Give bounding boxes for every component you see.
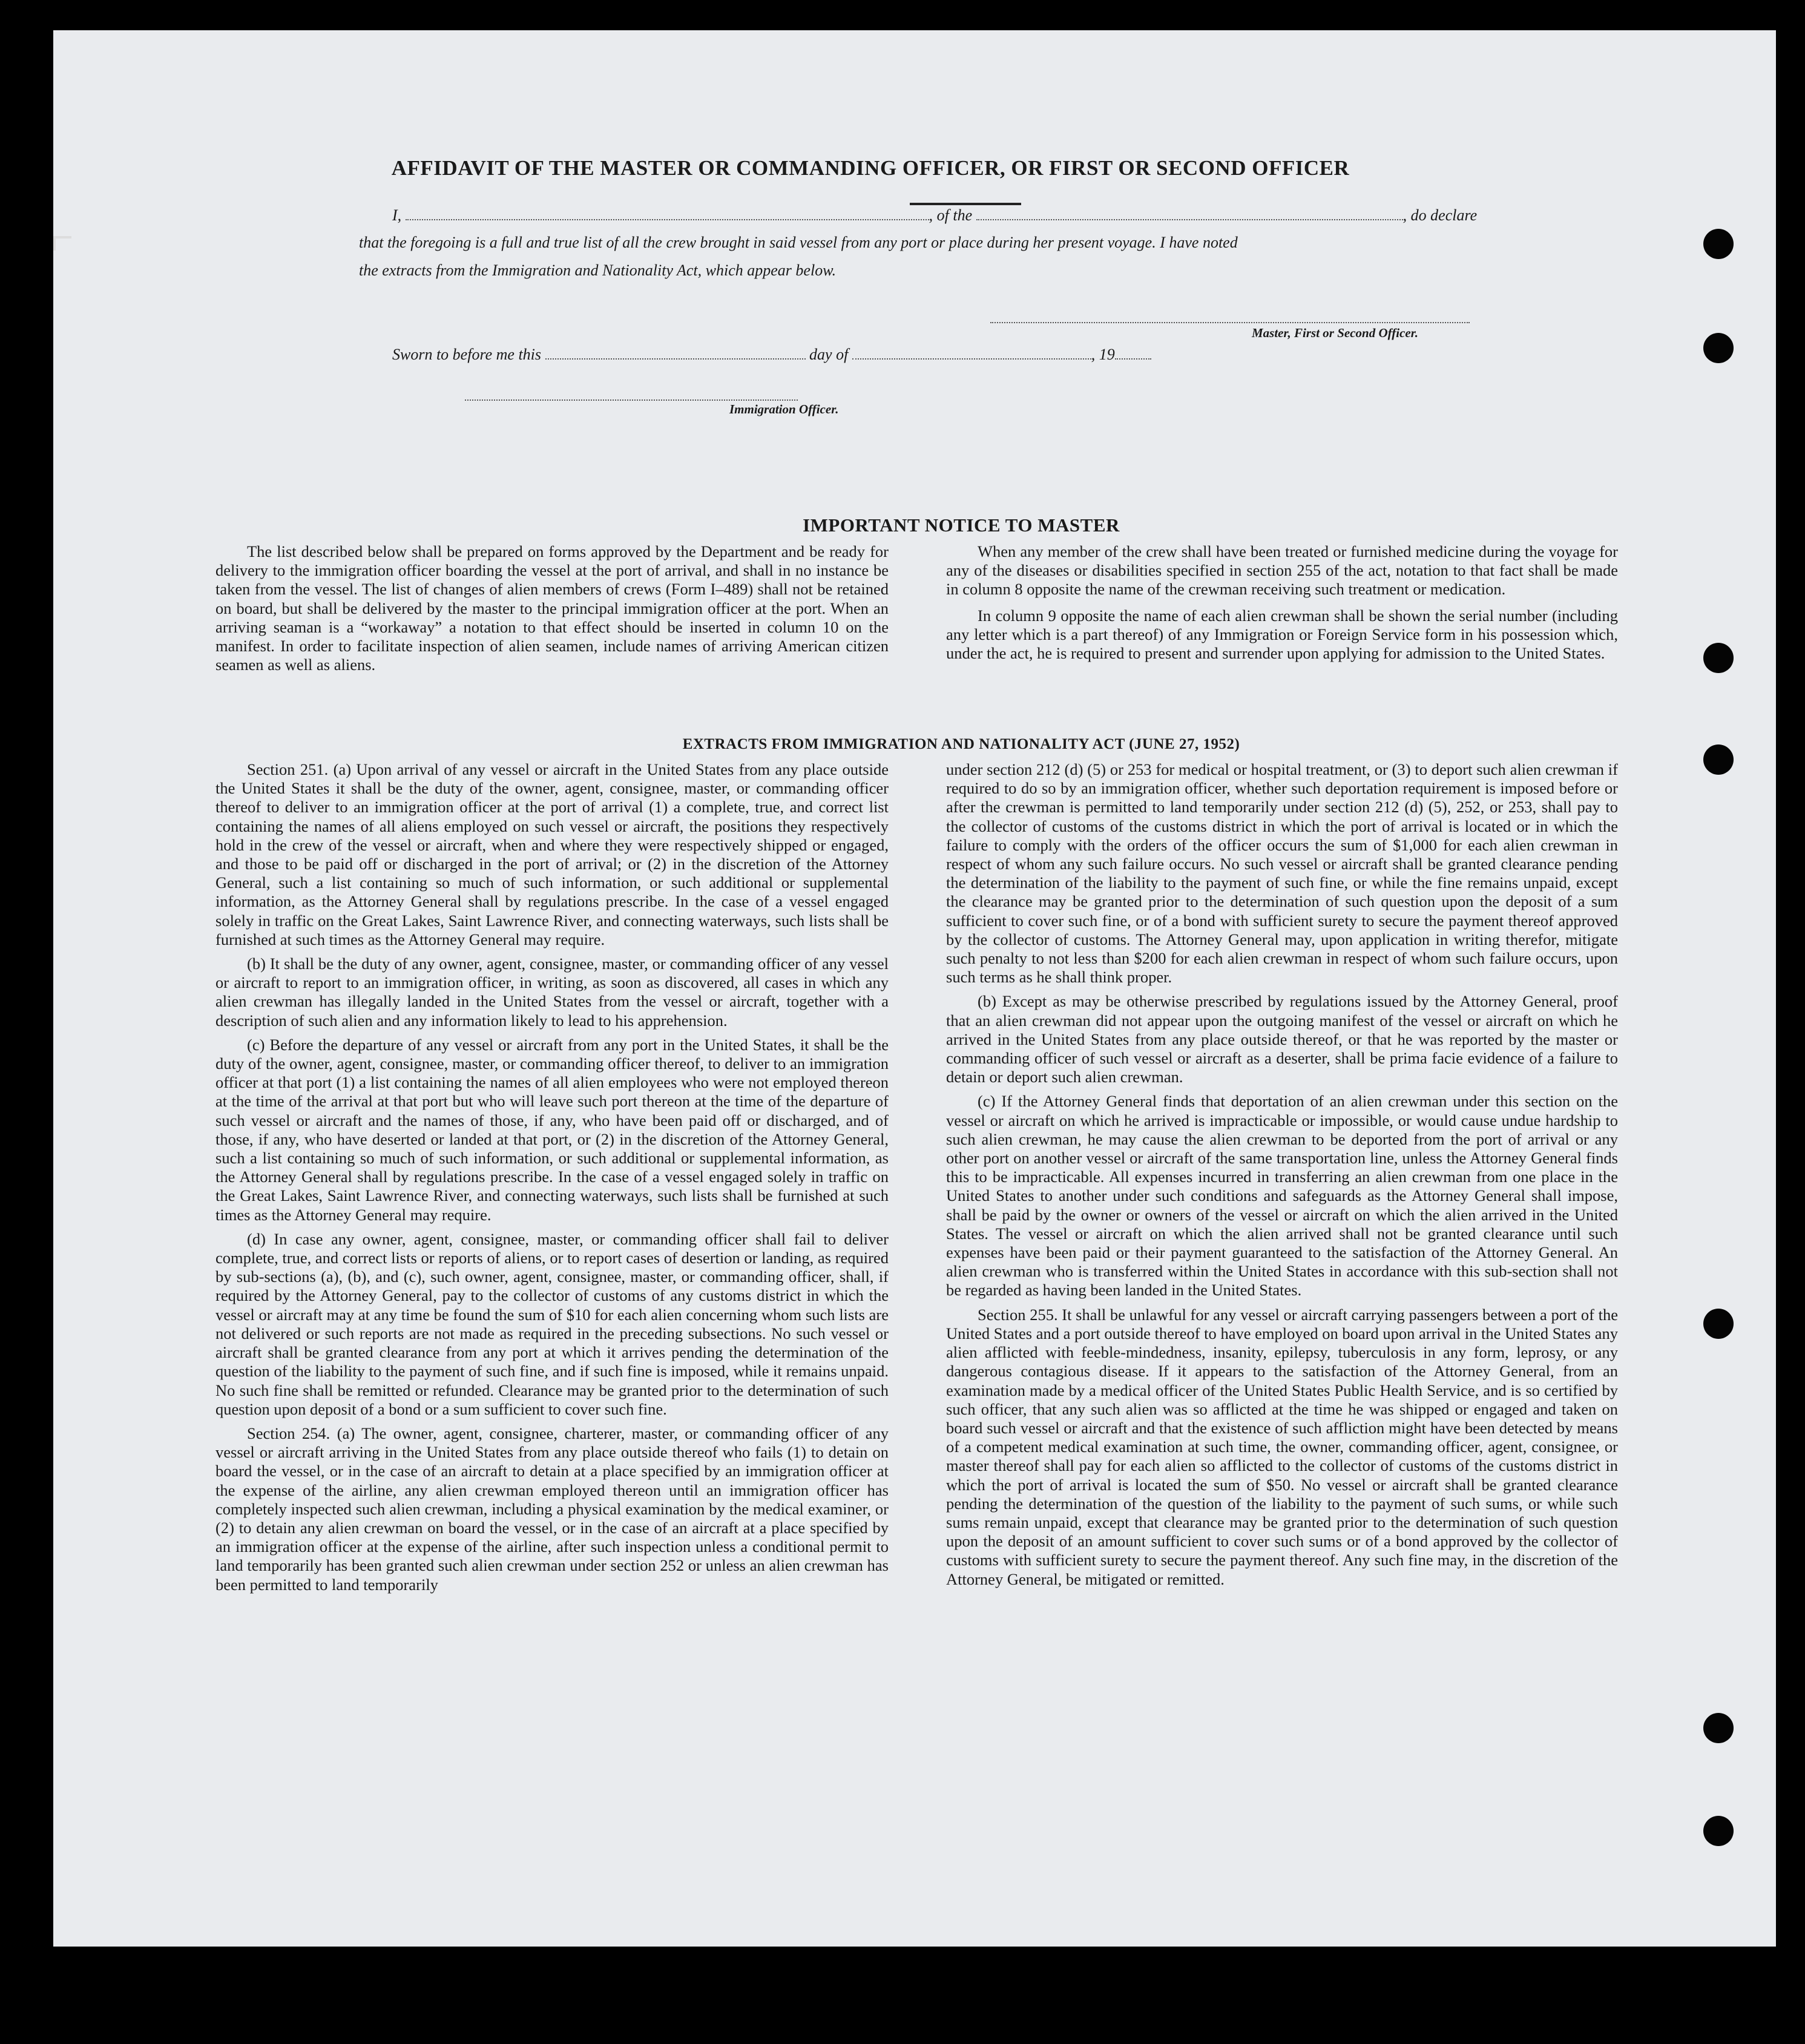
notice-right-paragraph-2: In column 9 opposite the name of each alien crewman shall be shown the serial number (including any letter which is a part thereof) of any Immigration or Foreign Service form in his possession which, under the act, he is required to present and surrender upon applying for admission to the United States. (946, 606, 1618, 663)
label-sworn: Sworn to before me this (392, 346, 542, 363)
punch-hole (1703, 1816, 1734, 1846)
section-251-b: (b) It shall be the duty of any owner, agent, consignee, master, or commanding officer of any vessel or aircraft to report to an immigration officer, in writing, as soon as discovered, all cases in which any alien crewman has illegally landed in the United States from the vessel or aircraft, together with a description of such alien and any information likely to lead to his apprehension. (215, 955, 889, 1030)
notice-left-paragraph: The list described below shall be prepared on forms approved by the Department and be ready for delivery to the immigration officer boarding the vessel at the port of arrival, and shall in no instance be taken from the vessel. The list of changes of alien members of crews (Form I–489) shall not be retained on board, but shall be delivered by the master to the principal immigration officer at the port. When an arriving seaman is a “workaway” a notation to that effect should be inserted in column 10 on the manifest. In order to facilitate inspection of alien seamen, include names of arriving American citizen seamen as well as aliens. (215, 542, 889, 674)
corner-mark (53, 236, 71, 251)
affidavit-declaration-line (392, 206, 1477, 225)
section-251-a: Section 251. (a) Upon arrival of any vessel or aircraft in the United States from any place outside the United States it shall be the duty of the owner, agent, consignee, master, or commanding officer thereof to deliver to an immigration officer at the port of arrival (1) a complete, true, and correct list containing the names of all aliens employed on such vessel or aircraft, the positions they respectively hold in the crew of the vessel or aircraft, when and where they were respectively shipped or engaged, and those to be paid off or discharged in the port of arrival; or (2) in the discretion of the Attorney General, such a list containing so much of such information, or such additional or supplemental information, as the Attorney General shall by regulations prescribe. In the case of a vessel engaged solely in traffic on the Great Lakes, Saint Lawrence River, and connecting waterways, such lists shall be furnished at such times as the Attorney General may require. (215, 760, 889, 948)
notice-right-column (946, 542, 1618, 668)
master-signature-line (990, 322, 1470, 323)
label-of-the: , of the (929, 206, 973, 224)
sworn-day-blank (545, 345, 806, 360)
extracts-title: EXTRACTS FROM IMMIGRATION AND NATIONALITY ACT (JUNE 27, 1952) (682, 736, 1240, 752)
section-254-a: Section 254. (a) The owner, agent, consignee, charterer, master, or commanding officer of any vessel or aircraft arriving in the United States from any place outside thereof who fails (1) to detain on board the vessel, or in the case of an aircraft to detain at a place specified by an immigration officer at the expense of the airline, any alien crewman employed thereon until an immigration officer has completely inspected such alien crewman, including a physical examination by the medical examiner, or (2) to detain any alien crewman on board the vessel, or in the case of an aircraft at a place specified by an immigration officer at the expense of the airline, after such inspection unless a conditional permit to land temporarily has been granted such alien crewman under section 252 or unless an alien crewman has been permitted to land temporarily (215, 1424, 889, 1594)
notice-left-column (215, 542, 889, 680)
notice-title: IMPORTANT NOTICE TO MASTER (803, 514, 1120, 536)
section-254-c: (c) If the Attorney General finds that deportation of an alien crewman under this section on the vessel or aircraft on which he arrived is impracticable or impossible, or would cause undue hardship to such alien crewman, he may cause the alien crewman to be deported from the port of arrival or any other port on another vessel or aircraft of the same transportation line, unless the Attorney General finds this to be impracticable. All expenses incurred in transferring an alien crewman from one place in the United States to another under such conditions and safeguards as the Attorney General shall impose, shall be paid by the owner or owners of the vessel or aircraft on which the alien arrived in the United States. The vessel or aircraft on which the alien arrived shall not be granted clearance until such expenses have been paid or their payment guaranteed to the satisfaction of the Attorney General. An alien crewman who is transferred within the United States in accordance with this sub-section shall not be regarded as having been landed in the United States. (946, 1092, 1618, 1300)
punch-hole (1703, 643, 1734, 673)
label-i: I, (392, 206, 402, 224)
label-day-of: day of (809, 346, 849, 363)
document-page (53, 30, 1776, 1947)
affidavit-line-3: the extracts from the Immigration and Nationality Act, which appear below. (359, 261, 837, 279)
sworn-line (392, 345, 1151, 364)
title-rule (910, 203, 1021, 205)
punch-hole (1703, 229, 1734, 259)
sworn-month-blank (852, 345, 1091, 360)
extracts-right-column (946, 760, 1618, 1594)
notice-right-paragraph-1: When any member of the crew shall have been treated or furnished medicine during the voyage for any of the diseases or disabilities specified in section 255 of the act, notation to that fact shall be made in column 8 opposite the name of the crewman receiving such treatment or medication. (946, 542, 1618, 599)
label-do-declare: , do declare (1402, 206, 1478, 224)
punch-hole (1703, 333, 1734, 363)
section-254-a-continued: under section 212 (d) (5) or 253 for medical or hospital treatment, or (3) to deport such alien crewman if required to do so by an immigration officer, whether such deportation requirement is imposed before or after the crewman is permitted to land temporarily under section 212 (d) (5), 252, or 253, shall pay to the collector of customs of the customs district in which the port of arrival is located or in which the failure to comply with the orders of the officer occurs the sum of $1,000 for each alien crewman in respect of whom any such failure occurs. No such vessel or aircraft shall be granted clearance pending the determination of the liability to the payment of such fine, or while the fine remains unpaid, except the clearance may be granted prior to the determination of such question upon the deposit of a sum sufficient to cover such fine, or of a bond with sufficient surety to secure the payment thereof approved by the collector of customs. The Attorney General may, upon application in writing therefor, mitigate such penalty to not less than $200 for each alien crewman in respect of whom such failure occurs, upon such terms as he shall think proper. (946, 760, 1618, 987)
master-signature-label: Master, First or Second Officer. (1252, 326, 1418, 340)
punch-hole (1703, 1309, 1734, 1339)
immigration-officer-label: Immigration Officer. (729, 402, 839, 416)
vessel-blank (976, 206, 1403, 220)
extracts-left-column (215, 760, 889, 1600)
immigration-officer-signature-line (465, 399, 798, 401)
punch-hole (1703, 1713, 1734, 1743)
section-254-b: (b) Except as may be otherwise prescribed by regulations issued by the Attorney General, proof that an alien crewman did not appear upon the outgoing manifest of the vessel or aircraft on which he arrived in the United States from any place outside thereof, or that he was reported by the master or commanding officer of such vessel or aircraft as a deserter, shall be prima facie evidence of a failure to detain or deport such alien crewman. (946, 992, 1618, 1086)
sworn-year-blank (1115, 345, 1151, 360)
label-19: , 19 (1091, 346, 1115, 363)
section-251-c: (c) Before the departure of any vessel or aircraft from any port in the United States, it shall be the duty of the owner, agent, consignee, master, or commanding officer thereof, to deliver to an immigration officer at that port (1) a list containing the names of all alien employees who were not employed thereon at the time of the arrival at that port but who will leave such port thereon at the time of the departure of such vessel or aircraft and the names of those, if any, who have been paid off or discharged, and of those, if any, who have deserted or landed at that port, or (2) in the discretion of the Attorney General, such a list containing so much of such information, or such additional or supplemental information, as the Attorney General shall by regulations prescribe. In the case of a vessel engaged solely in traffic on the Great Lakes, Saint Lawrence River, and connecting waterways, such lists shall be furnished at such times as the Attorney General may require. (215, 1035, 889, 1224)
name-blank (406, 206, 929, 220)
punch-hole (1703, 744, 1734, 775)
affidavit-line-2: that the foregoing is a full and true list of all the crew brought in said vessel from any port or place during her present voyage. I have noted (359, 234, 1238, 251)
section-255: Section 255. It shall be unlawful for any vessel or aircraft carrying passengers between a port of the United States and a port outside thereof to have employed on board upon arrival in the United States any alien afflicted with feeble-mindedness, insanity, epilepsy, tuberculosis in any form, leprosy, or any dangerous contagious disease. If it appears to the satisfaction of the Attorney General, from an examination made by a medical officer of the United States Public Health Service, and is so certified by such officer, that any such alien was so afflicted at the time he was shipped or engaged and taken on board such vessel or aircraft and that the existence of such affliction might have been detected by means of a competent medical examination at such time, the owner, commanding officer, agent, consignee, or master thereof shall pay for each alien so afflicted to the collector of customs of the customs district in which the port of arrival is located the sum of $50. No vessel or aircraft shall be granted clearance pending the determination of the question of the liability to the payment of such sums, or while such sums remain unpaid, except that clearance may be granted prior to the determination of such question upon the deposit of an amount sufficient to cover such sums or of a bond approved by the collector of customs with sufficient surety to secure the payment thereof. Any such fine may, in the discretion of the Attorney General, be mitigated or remitted. (946, 1305, 1618, 1588)
section-251-d: (d) In case any owner, agent, consignee, master, or commanding officer shall fail to deliver complete, true, and correct lists or reports of aliens, or to report cases of desertion or landing, as required by sub-sections (a), (b), and (c), such owner, agent, consignee, master, or commanding officer, shall, if required by the Attorney General, pay to the collector of customs of any customs district in which the vessel or aircraft may at any time be found the sum of $10 for each alien concerning whom such lists are not delivered or such reports are not made as required in the preceding subsections. No such vessel or aircraft shall be granted clearance from any port at which it arrives pending the determination of the question of the liability to the payment of such fine, and if such fine is imposed, while it remains unpaid. No such fine shall be remitted or refunded. Clearance may be granted prior to the determination of such question upon deposit of a bond or a sum sufficient to cover such fine. (215, 1229, 889, 1418)
affidavit-title: AFFIDAVIT OF THE MASTER OR COMMANDING OFFICER, OR FIRST OR SECOND OFFICER (391, 156, 1350, 180)
